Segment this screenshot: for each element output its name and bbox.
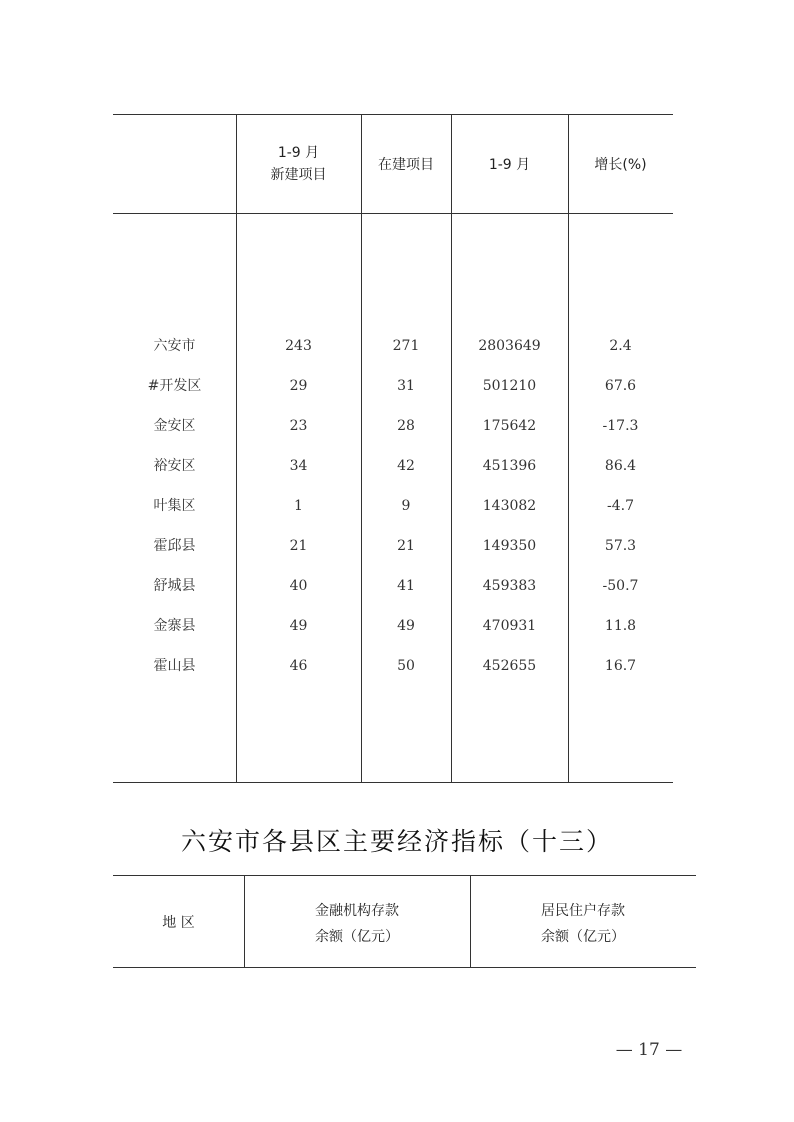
amount-cell: 459383 (482, 578, 537, 594)
new-projects-cell: 21 (289, 538, 308, 554)
region-cell: 叶集区 (153, 498, 196, 514)
amount-cell: 143082 (482, 498, 537, 514)
table1-header-new-projects: 1-9 月 新建项目 (270, 145, 327, 183)
growth-cell: -17.3 (602, 418, 639, 434)
growth-cell: -50.7 (602, 578, 639, 594)
new-projects-cell: 29 (289, 378, 308, 394)
ongoing-projects-cell: 21 (397, 538, 415, 554)
amount-cell: 501210 (482, 378, 537, 394)
region-cell: 舒城县 (153, 578, 196, 594)
growth-cell: 67.6 (604, 378, 637, 394)
region-cell: 霍邱县 (153, 538, 196, 554)
table2-header-household-deposits: 居民住户存款 余额（亿元） (541, 903, 625, 945)
page-number: — 17 — (615, 1040, 683, 1060)
table1-header-ongoing-projects: 在建项目 (378, 157, 434, 173)
table2-header-region: 地 区 (162, 915, 195, 931)
amount-cell: 2803649 (478, 338, 541, 354)
ongoing-projects-cell: 41 (397, 578, 415, 594)
new-projects-cell: 46 (289, 658, 308, 674)
table1-bottom-rule (113, 782, 673, 783)
region-cell: 金安区 (153, 418, 196, 434)
section-title: 六安市各县区主要经济指标（十三） (180, 827, 613, 856)
amount-cell: 452655 (482, 658, 537, 674)
table2-bottom-rule (113, 967, 696, 968)
ongoing-projects-cell: 50 (397, 658, 415, 674)
table1-col-divider (451, 114, 452, 782)
table1-col-divider (361, 114, 362, 782)
growth-cell: 57.3 (604, 538, 637, 554)
growth-cell: 16.7 (604, 658, 637, 674)
new-projects-cell: 1 (294, 498, 303, 514)
table1-col-divider (236, 114, 237, 782)
ongoing-projects-cell: 42 (397, 458, 415, 474)
region-cell: 霍山县 (153, 658, 196, 674)
new-projects-cell: 243 (285, 338, 312, 354)
amount-cell: 149350 (482, 538, 537, 554)
ongoing-projects-cell: 31 (397, 378, 415, 394)
new-projects-cell: 49 (289, 618, 308, 634)
region-cell: 金寨县 (153, 618, 196, 634)
table1-col-divider (568, 114, 569, 782)
region-cell: 裕安区 (153, 458, 196, 474)
growth-cell: 11.8 (604, 618, 637, 634)
new-projects-cell: 40 (289, 578, 308, 594)
region-cell: 六安市 (153, 338, 196, 354)
amount-cell: 470931 (482, 618, 537, 634)
region-cell: #开发区 (147, 378, 202, 394)
ongoing-projects-cell: 49 (397, 618, 415, 634)
table1-top-rule (113, 114, 673, 115)
growth-cell: 2.4 (609, 338, 632, 354)
growth-cell: -4.7 (607, 498, 634, 514)
ongoing-projects-cell: 9 (401, 498, 411, 514)
new-projects-cell: 23 (289, 418, 308, 434)
amount-cell: 175642 (482, 418, 537, 434)
table2-top-rule (113, 875, 696, 876)
table2-header-financial-deposits: 金融机构存款 余额（亿元） (315, 903, 399, 945)
ongoing-projects-cell: 28 (397, 418, 415, 434)
new-projects-cell: 34 (289, 458, 308, 474)
table1-header-amount: 1-9 月 (488, 157, 531, 173)
amount-cell: 451396 (482, 458, 537, 474)
growth-cell: 86.4 (604, 458, 637, 474)
table1-header-growth: 增长(%) (594, 157, 647, 173)
table1-header-rule (113, 213, 673, 214)
ongoing-projects-cell: 271 (392, 338, 420, 354)
